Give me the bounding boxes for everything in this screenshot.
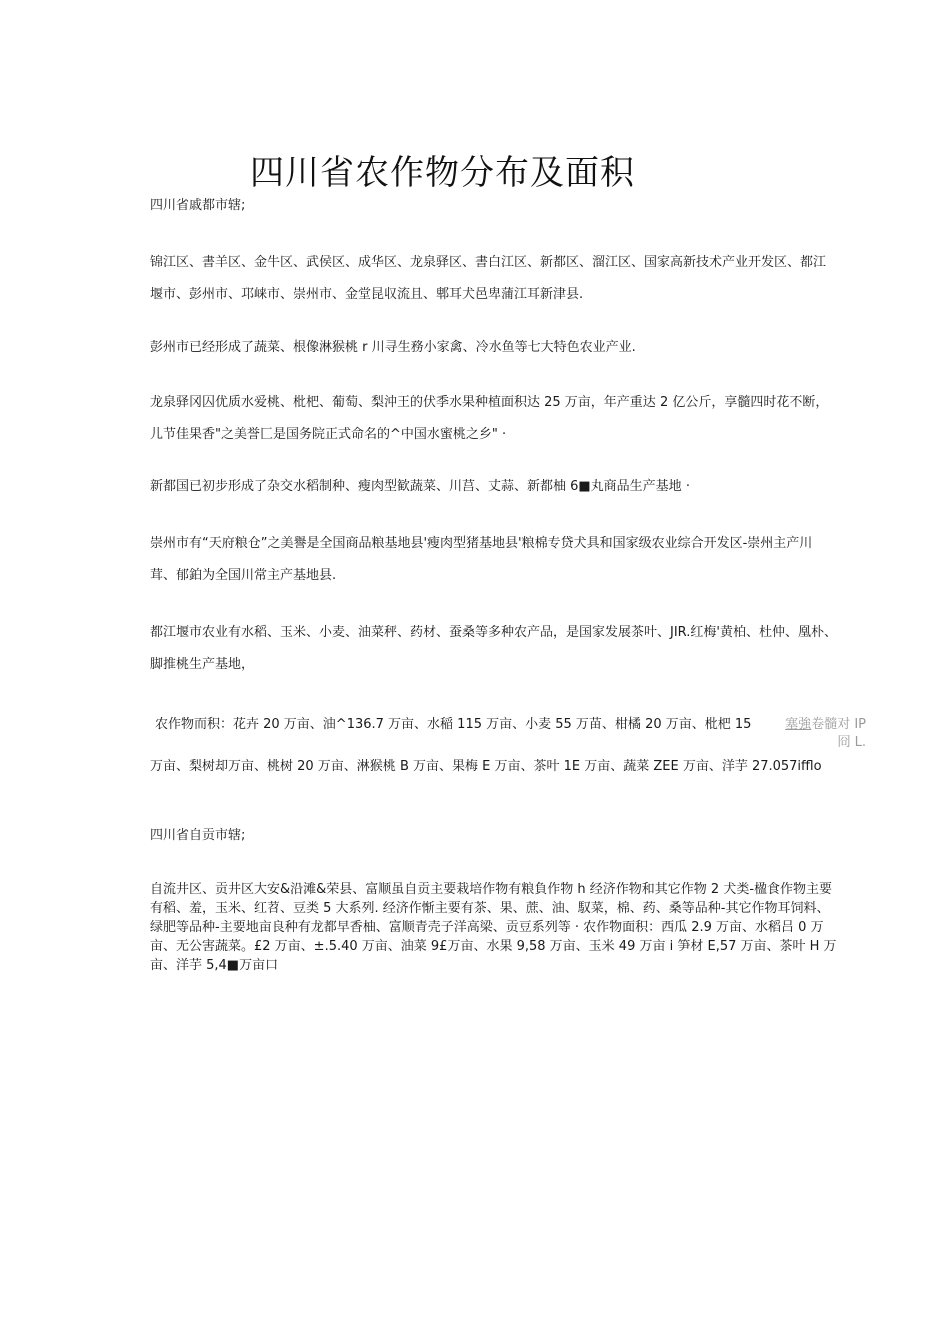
chongzhou-line-2: 茸、郁鉑为全国川常主产基地县.	[150, 568, 337, 583]
districts-line-1: 锦江区、書羊区、金牛区、武侯区、成华区、龙泉驿区、書白江区、新都区、溜江区、国家高新技术产业开发区、都江	[150, 255, 827, 270]
longquan-line-2: 儿节佳果香"之美誉匚是国务院正式命名的^中国水蜜桃之乡" ·	[150, 427, 507, 442]
dujiangyan-line-1: 都江堰市农业有水稻、玉米、小麦、油菜秤、药材、蚕桑等多种农产品，是国家发展茶叶、JIR.红梅'黄柏、杜仲、凰朴、	[150, 625, 837, 640]
zigong-line-1: 自流井区、贡井区大安&沿滩&荣县、富顺虽自贡主要栽培作物有粮負作物 h 经济作物和其它作物 2 犬类-楹食作物主要	[150, 882, 833, 897]
faded-annotation-line-1	[780, 716, 866, 734]
document-title: 四川省农作物分布及面积	[250, 152, 635, 193]
districts-paragraph	[150, 247, 870, 311]
faded-annotation	[780, 716, 866, 752]
crop-area-line-2: 万亩、梨树却万亩、桃树 20 万亩、淋猴桃 B 万亩、果梅 E 万亩、茶叶 1E 万亩、蔬菜 ZEE 万亩、洋芋 27.057ifflo	[150, 759, 822, 774]
chongzhou-paragraph	[150, 528, 870, 592]
zigong-line-5: 亩、洋芋 5,4■万亩口	[150, 958, 279, 973]
chengdu-heading-text: 四川省戚都市辖;	[150, 198, 246, 213]
zigong-line-2: 有稻、羞，玉米、红苕、豆类 5 大系列. 经济作惭主要有茶、果、蔗、油、馭菜，棉、药、桑等品种-其它作物耳饲料、	[150, 901, 830, 916]
pengzhou-line: 彭州市已经形成了蔬菜、根像淋猴桃 r 川寻生務小家禽、冷水鱼等七大特色农业产业.	[150, 340, 636, 355]
districts-line-2: 堰市、彭州市、邛崃市、崇州市、金堂昆収流且、郫耳犬邑卑蒲江耳新津县.	[150, 287, 584, 302]
zigong-paragraph	[150, 880, 870, 975]
chongzhou-line-1: 崇州市有“天府粮仓”之美譽是全国商品粮基地县'瘦肉型猪基地县'粮棉专贷犬具和国家级农业综合开发区-崇州主产川	[150, 536, 813, 551]
dujiangyan-paragraph	[150, 617, 870, 681]
crop-area-line-1: 农作物而积：花卉 20 万亩、油^136.7 万亩、水稲 115 万亩、小麦 55 万苗、柑橘 20 万亩、枇杷 15	[155, 717, 752, 732]
longquan-line-1: 龙泉驿冈囚优质水爱桃、枇杷、葡萄、梨沖王的伏季水果种植面积达 25 万亩，年产重达 2 亿公斤，享髓四时花不断，	[150, 395, 829, 410]
zigong-line-3: 绿肥等品种-主要地亩良种有龙都早香柚、富顺青壳子洋高梁、贡豆系列等 · 农作物面积：西瓜 2.9 万亩、水稻吕 0 万	[150, 920, 824, 935]
xindu-paragraph	[150, 475, 870, 494]
faded-annotation-line-2: 冏 L.	[837, 735, 866, 750]
chengdu-heading	[150, 196, 870, 216]
zigong-line-4: 亩、无公害蔬菜。£2 万亩、±.5.40 万亩、油菜 9£万亩、水果 9,58 万亩、玉米 49 万亩 i 笋材 E,57 万亩、茶叶 H 万	[150, 939, 837, 954]
dujiangyan-line-2: 脚推桃生产基地，	[150, 657, 255, 672]
zigong-heading	[150, 826, 870, 846]
faded-annotation-rest: 卷髓对 IP	[811, 717, 866, 732]
zigong-heading-text: 四川省自贡市辖;	[150, 828, 246, 843]
faded-annotation-underlined: 塞強	[785, 717, 812, 732]
crop-area-paragraph	[150, 713, 870, 779]
pengzhou-paragraph	[150, 336, 870, 355]
longquan-paragraph	[150, 387, 870, 451]
xindu-line: 新都国已初步形成了杂交水稻制种、瘦肉型歓蔬菜、川莒、丈蒜、新都柚 6■丸商品生产基地 ·	[150, 479, 690, 494]
